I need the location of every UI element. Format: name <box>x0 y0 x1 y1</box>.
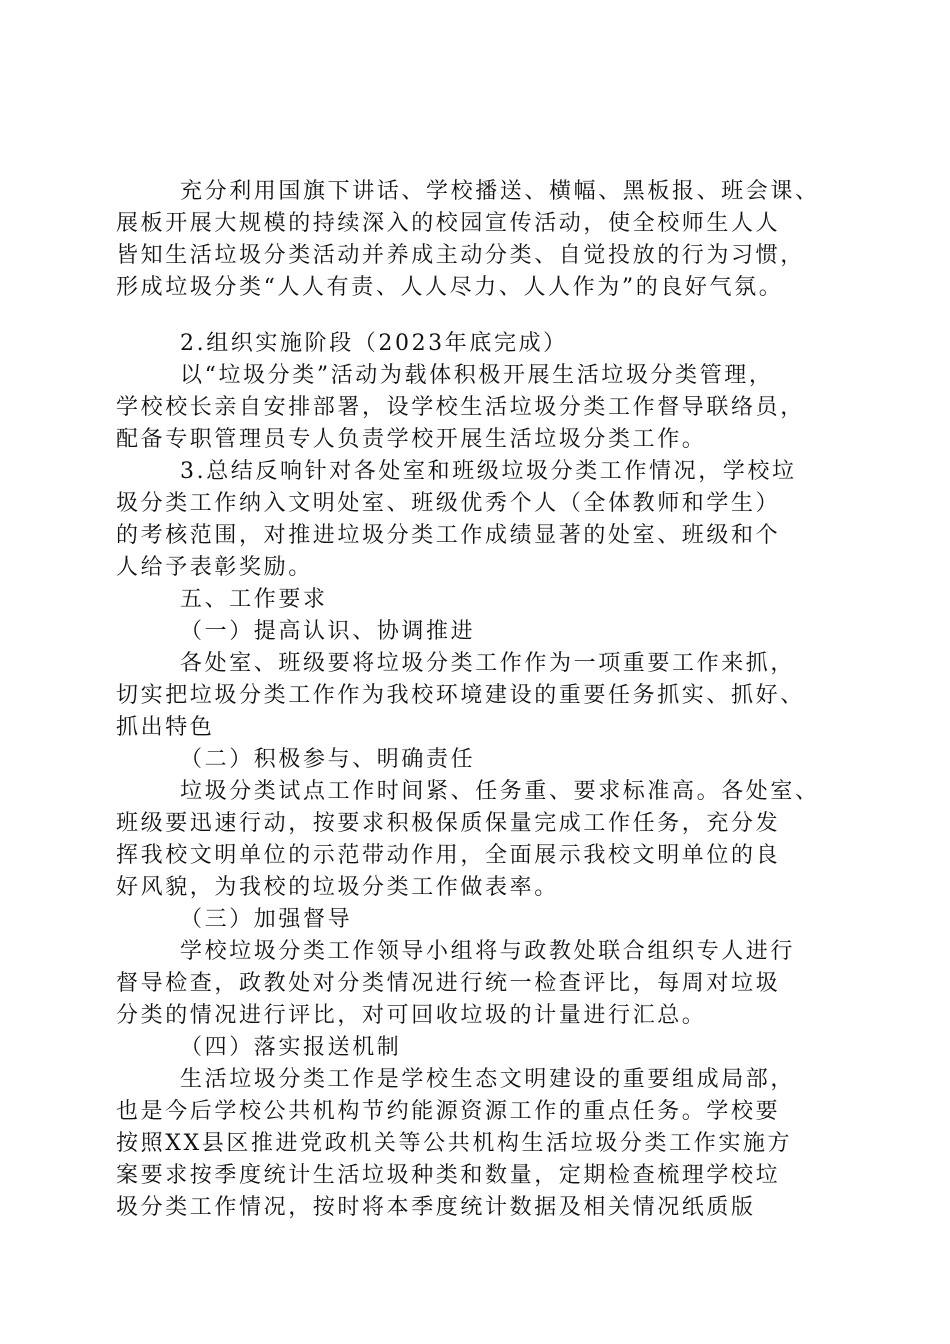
paragraph-line: 按照XX县区推进党政机关等公共机构生活垃圾分类工作实施方 <box>116 1131 793 1156</box>
paragraph-line: 切实把垃圾分类工作作为我校环境建设的重要任务抓实、抓好、 <box>116 683 805 708</box>
paragraph-line: 班级要迅速行动，按要求积极保质保量完成工作任务，充分发 <box>116 811 781 836</box>
paragraph-line: 抓出特色 <box>116 715 215 740</box>
paragraph-line: 皆知生活垃圾分类活动并养成主动分类、自觉投放的行为习惯， <box>116 243 805 268</box>
paragraph-line: 学校垃圾分类工作领导小组将与政教处联合组织专人进行 <box>180 939 796 964</box>
paragraph-line: 各处室、班级要将垃圾分类工作作为一项重要工作来抓， <box>180 651 796 676</box>
paragraph-line: 挥我校文明单位的示范带动作用，全面展示我校文明单位的良 <box>116 843 781 868</box>
subsection-heading: （三）加强督导 <box>180 907 353 932</box>
paragraph-line: 圾分类工作情况，按时将本季度统计数据及相关情况纸质版 <box>116 1195 756 1220</box>
paragraph-line: 督导检查，政教处对分类情况进行统一检查评比，每周对垃圾 <box>116 971 781 996</box>
subsection-heading: （四）落实报送机制 <box>180 1035 402 1060</box>
paragraph-line: 形成垃圾分类“人人有责、人人尽力、人人作为”的良好气氛。 <box>116 275 784 300</box>
paragraph-line: 人给予表彰奖励。 <box>116 555 313 580</box>
subsection-heading: （二）积极参与、明确责任 <box>180 747 476 772</box>
paragraph-line: 垃圾分类试点工作时间紧、任务重、要求标准高。各处室、 <box>180 779 820 804</box>
paragraph-line: 配备专职管理员专人负责学校开展生活垃圾分类工作。 <box>116 427 707 452</box>
subsection-heading: （一）提高认识、协调推进 <box>180 619 476 644</box>
section-heading: 2.组织实施阶段（2023年底完成） <box>180 331 568 356</box>
paragraph-line: 圾分类工作纳入文明处室、班级优秀个人（全体教师和学生） <box>116 491 781 516</box>
paragraph-line: 3.总结反响针对各处室和班级垃圾分类工作情况，学校垃 <box>180 459 797 484</box>
paragraph-line: 生活垃圾分类工作是学校生态文明建设的重要组成局部， <box>180 1067 796 1092</box>
paragraph-line: 也是今后学校公共机构节约能源资源工作的重点任务。学校要 <box>116 1099 781 1124</box>
paragraph-line: 充分利用国旗下讲话、学校播送、横幅、黑板报、班会课、 <box>180 179 820 204</box>
section-heading: 五、工作要求 <box>180 587 328 612</box>
paragraph-line: 分类的情况进行评比，对可回收垃圾的计量进行汇总。 <box>116 1003 707 1028</box>
paragraph-line: 案要求按季度统计生活垃圾种类和数量，定期检查梳理学校垃 <box>116 1163 781 1188</box>
paragraph-line: 好风貌，为我校的垃圾分类工作做表率。 <box>116 875 559 900</box>
paragraph-line: 以“垃圾分类”活动为载体积极开展生活垃圾分类管理， <box>180 363 774 388</box>
paragraph-line: 展板开展大规模的持续深入的校园宣传活动，使全校师生人人 <box>116 211 781 236</box>
paragraph-line: 的考核范围，对推进垃圾分类工作成绩显著的处室、班级和个 <box>116 523 781 548</box>
paragraph-line: 学校校长亲自安排部署，设学校生活垃圾分类工作督导联络员， <box>116 395 805 420</box>
